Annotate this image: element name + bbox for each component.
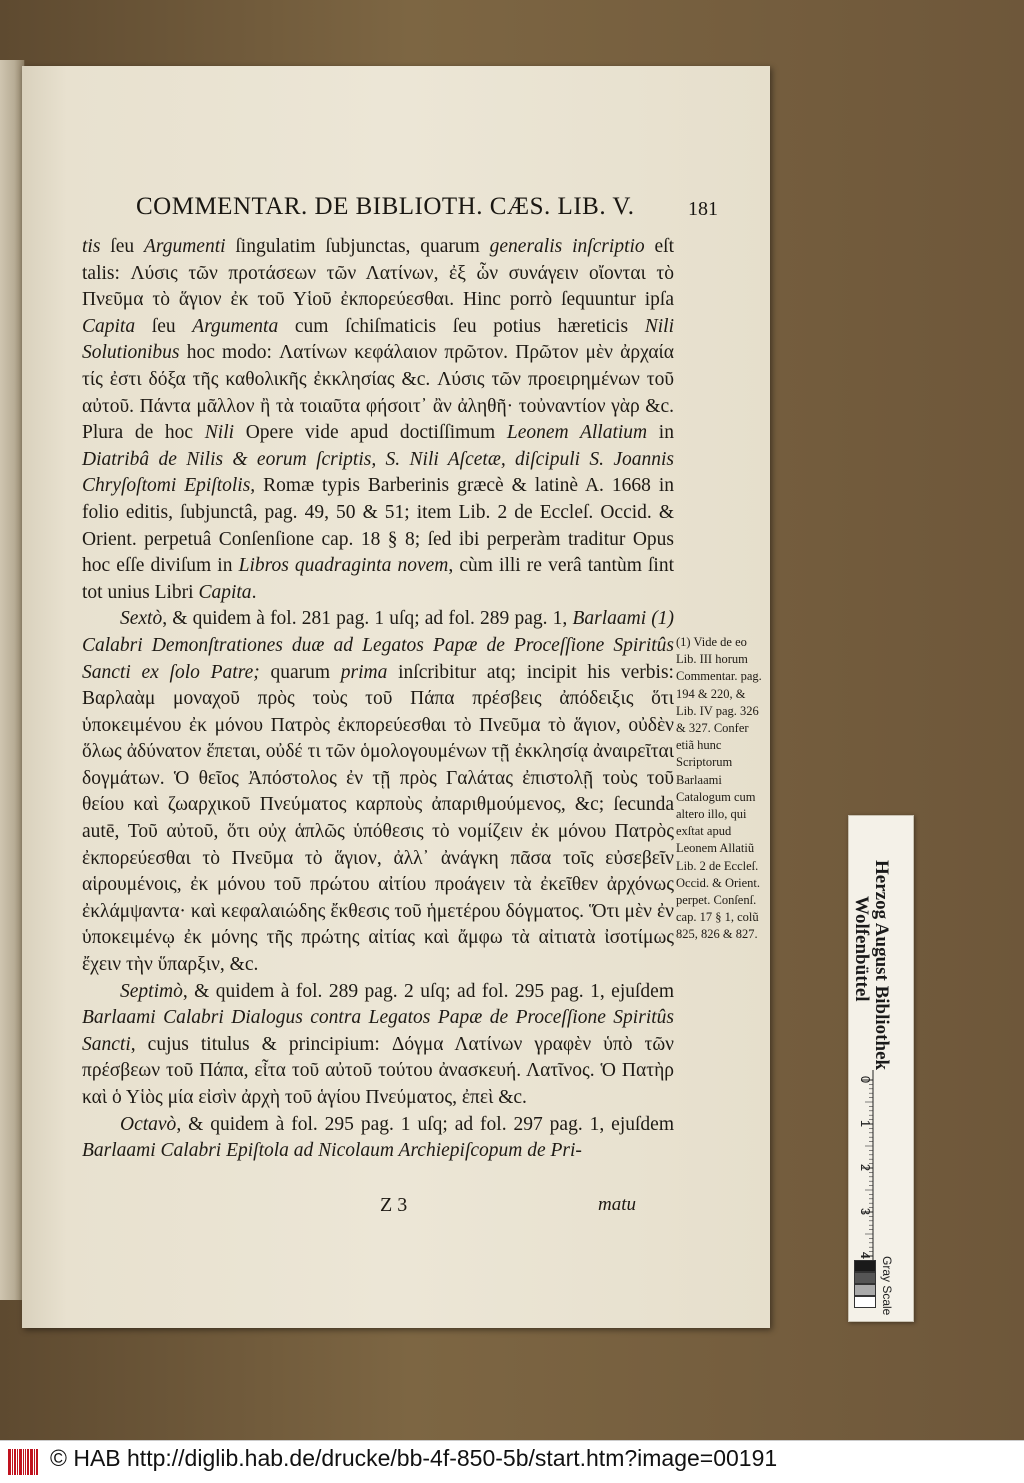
- logo-bar: [25, 1449, 26, 1475]
- logo-bar: [34, 1449, 35, 1475]
- text-run: eſt talis: Λύσις τῶν προτάσεων τῶν Λατίνων, ἐξ ὧν συνάγειν οἴονται τὸ Πνεῦμα τὸ ἅγιον ἐκ τοῦ Υἱοῦ ἐκπορεύεσθαι. Hinc porrò ſequuntur ipſa: [82, 236, 674, 311]
- logo-bar: [19, 1449, 22, 1475]
- page-number: 181: [688, 198, 718, 220]
- italic-run: Diatribâ de Nilis & eorum ſcriptis, S. Nili Aſcetæ, diſcipuli S. Joannis Chryſoſtomi Epiſtolis,: [82, 448, 674, 497]
- italic-run: Argumenti: [143, 236, 226, 257]
- text-run: , & quidem à fol. 289 pag. 2 uſq; ad fol. 295 pag. 1, ejuſdem: [182, 980, 674, 1002]
- gray-swatch: [854, 1272, 876, 1284]
- logo-bar: [14, 1449, 16, 1475]
- text-run: Opere vide apud doctiſſimum: [234, 422, 507, 444]
- text-run: in: [647, 422, 674, 444]
- italic-run: Septimò: [120, 980, 183, 1002]
- text-run: .: [251, 581, 257, 603]
- body-text: [82, 234, 674, 1165]
- logo-bar: [8, 1449, 11, 1475]
- italic-run: generalis inſcriptio: [489, 236, 645, 257]
- logo-bar: [27, 1449, 29, 1475]
- paragraph: [82, 1112, 674, 1165]
- signature-mark: Z 3: [380, 1194, 408, 1216]
- hab-logo-icon: [8, 1449, 38, 1475]
- text-run: Romæ typis Barberinis græcè & latinè A. 1668 in folio editis, ſubjunctâ, pag. 49, 50 & 51; item Lib. 2 de Eccleſ. Occid. & Orient. perpetuâ Conſenſione cap. 18 § 8; ſed ibi perperàm traditur Opus hoc eſſe diviſum in: [82, 475, 674, 577]
- catchword: matu: [598, 1194, 636, 1215]
- ruler-tick-label: 0: [858, 1075, 874, 1084]
- logo-bar: [17, 1449, 18, 1475]
- running-head: COMMENTAR. DE BIBLIOTH. CÆS. LIB. V.: [136, 193, 635, 220]
- text-run: ſingulatim ſubjunctas, quarum: [225, 236, 490, 257]
- text-run: quarum: [259, 661, 341, 683]
- logo-bar: [12, 1449, 13, 1475]
- text-run: , cujus titulus & principium: Δόγμα Λατίνων γραφὲν ὑπὸ τῶν πρέσβεων τοῦ Πάπα, εἶτα τοῦ αὐτοῦ τούτου ἀνασκευή. Λατῖνος. Ὁ Πατὴρ καὶ ὁ Υἱὸς μία εἰσὶν ἀρχὴ τοῦ ἁγίου Πνεύματος, ἐπεὶ &c.: [82, 1033, 674, 1108]
- italic-run: Nili Solutionibus: [82, 315, 674, 364]
- italic-run: Barlaami (1) Calabri Demonſtrationes duæ ad Legatos Papæ de Proceſſione Spiritûs Sancti ex ſolo Patre;: [82, 608, 675, 683]
- text-run: inſcribitur atq; incipit his verbis: Βαρλαὰμ μοναχοῦ πρὸς τοὺς τοῦ Πάπα πρέσβεις ἀπόδειξις ὅτι ὑποκειμένου ἐκ μόνου Πατρὸς ἐκπορεύεσθαι τὸ Πνεῦμα τὸ ἅγιον, οὐδὲν ὅλως ἀδύνατον ἕπεται, οὐδέ τι τῶν ὁμολογουμένων τῇ ἐκκλησίᾳ ἀναιρεῖται δογμάτων. Ὁ θεῖος Ἀπόστολος ἐν τῇ πρὸς Γαλάτας ἐπιστολῇ τοὺς τοῦ θείου καὶ ζωαρχικοῦ Πνεύματος καρποὺς ἀπαριθμούμενος, &c; ſecunda autē, Τοῦ αὐτοῦ, ὅτι οὐχ ἁπλῶς ὑπόθεσις τὸ νομίζειν ἐκ μόνου Πατρὸς ἐκπορεύεσθαι τὸ Πνεῦμα τὸ ἅγιον, ἀλλ᾽ ἀνάγκη πᾶσα τοῖς εὐσεβεῖν αἱρουμένοις, ἐκ μόνου τοῦ πρώτου αἰτίου προάγειν τὰ ἐκεῖθεν ἀρχόνως ἐκλάμψαντα· καὶ κεφαλαιώδης ἔκθεσις τοῦ ἡμετέρου δόγματος. Ὅτι μὲν ἐν ὑποκειμένῳ ἐκ μόνης τῆς πρώτης αἰτίας καὶ ἄμφω τὰ αἰτιατὰ ἰσοτίμως ἔχειν τὴν ὕπαρξιν, &c.: [82, 661, 674, 976]
- ruler-tick-label: 1: [858, 1119, 874, 1128]
- library-label-title: Herzog August Bibliothek: [871, 860, 892, 1071]
- italic-run: tis: [82, 236, 101, 257]
- italic-run: Leonem Allatium: [506, 422, 648, 444]
- text-run: , & quidem à fol. 281 pag. 1 uſq; ad fol. 289 pag. 1,: [162, 608, 573, 630]
- logo-bar: [23, 1449, 24, 1475]
- text-run: ſeu: [135, 315, 193, 337]
- text-run: cum ſchiſmaticis ſeu potius hæreticis: [278, 315, 645, 337]
- gray-scale-card: [854, 1260, 876, 1310]
- paragraph: [82, 979, 674, 1112]
- gray-swatch: [854, 1284, 876, 1296]
- italic-run: Libros quadraginta novem: [238, 555, 449, 577]
- text-run: hoc modo: Λατίνων κεφάλαιον πρῶτον. Πρῶτον μὲν ἀρχαία τίς ἐστι δόξα τῆς καθολικῆς ἐκκλησίας &c. Λύσις τῶν προειρημένων τοῦ αὐτοῦ. Πάντα μᾶλλον ἢ τὰ τοιαῦτα φήσοιτ᾽ ἂν ἀληθῆ· τοὐναντίον γὰρ &c. Plura de hoc: [82, 342, 674, 444]
- italic-run: Nili: [204, 422, 235, 444]
- ruler-tick-label: 3: [858, 1207, 874, 1216]
- italic-run: Capita: [82, 315, 136, 337]
- copyright-link[interactable]: © HAB http://diglib.hab.de/drucke/bb-4f-850-5b/start.htm?image=00191: [50, 1445, 778, 1471]
- italic-run: Capita: [198, 581, 252, 603]
- gray-swatch: [854, 1260, 876, 1272]
- marginal-note: (1) Vide de eo Lib. III horum Commentar. pag. 194 & 220, & Lib. IV pag. 326 & 327. Confer etiã hunc Scriptorum Barlaami Catalogum cum altero illo, qui exſtat apud Leonem Allatiũ Lib. 2 de Eccleſ. Occid. & Orient. perpet. Conſenſ. cap. 17 § 1, colũ 825, 826 & 827.: [676, 635, 762, 942]
- italic-run: Barlaami Calabri Dialogus contra Legatos Papæ de Proceſſione Spiritûs Sancti: [82, 1007, 674, 1055]
- logo-bar: [36, 1449, 38, 1475]
- gray-swatch: [854, 1296, 876, 1308]
- italic-run: Argumenta: [192, 315, 279, 337]
- library-label-place: Wolfenbüttel: [851, 896, 872, 1002]
- ruler-tick-label: 4: [858, 1251, 874, 1260]
- italic-run: Barlaami Calabri Epiſtola ad Nicolaum Archiepiſcopum de Pri-: [82, 1140, 582, 1162]
- italic-run: prima: [340, 661, 388, 683]
- ruler-tick-label: 2: [858, 1163, 874, 1172]
- text-run: , & quidem à fol. 295 pag. 1 uſq; ad fol. 297 pag. 1, ejuſdem: [176, 1113, 674, 1135]
- paragraph: [82, 606, 674, 978]
- logo-bar: [30, 1449, 33, 1475]
- italic-run: Sextò: [120, 608, 163, 630]
- paragraph: [82, 234, 674, 606]
- text-run: ſeu: [100, 236, 144, 257]
- footer-bar: [0, 1440, 1024, 1483]
- gray-scale-label: Gray Scale: [880, 1256, 894, 1316]
- text-run: , cùm illi re verâ tantùm ſint tot unius Libri: [82, 555, 675, 603]
- italic-run: Octavò: [120, 1113, 177, 1135]
